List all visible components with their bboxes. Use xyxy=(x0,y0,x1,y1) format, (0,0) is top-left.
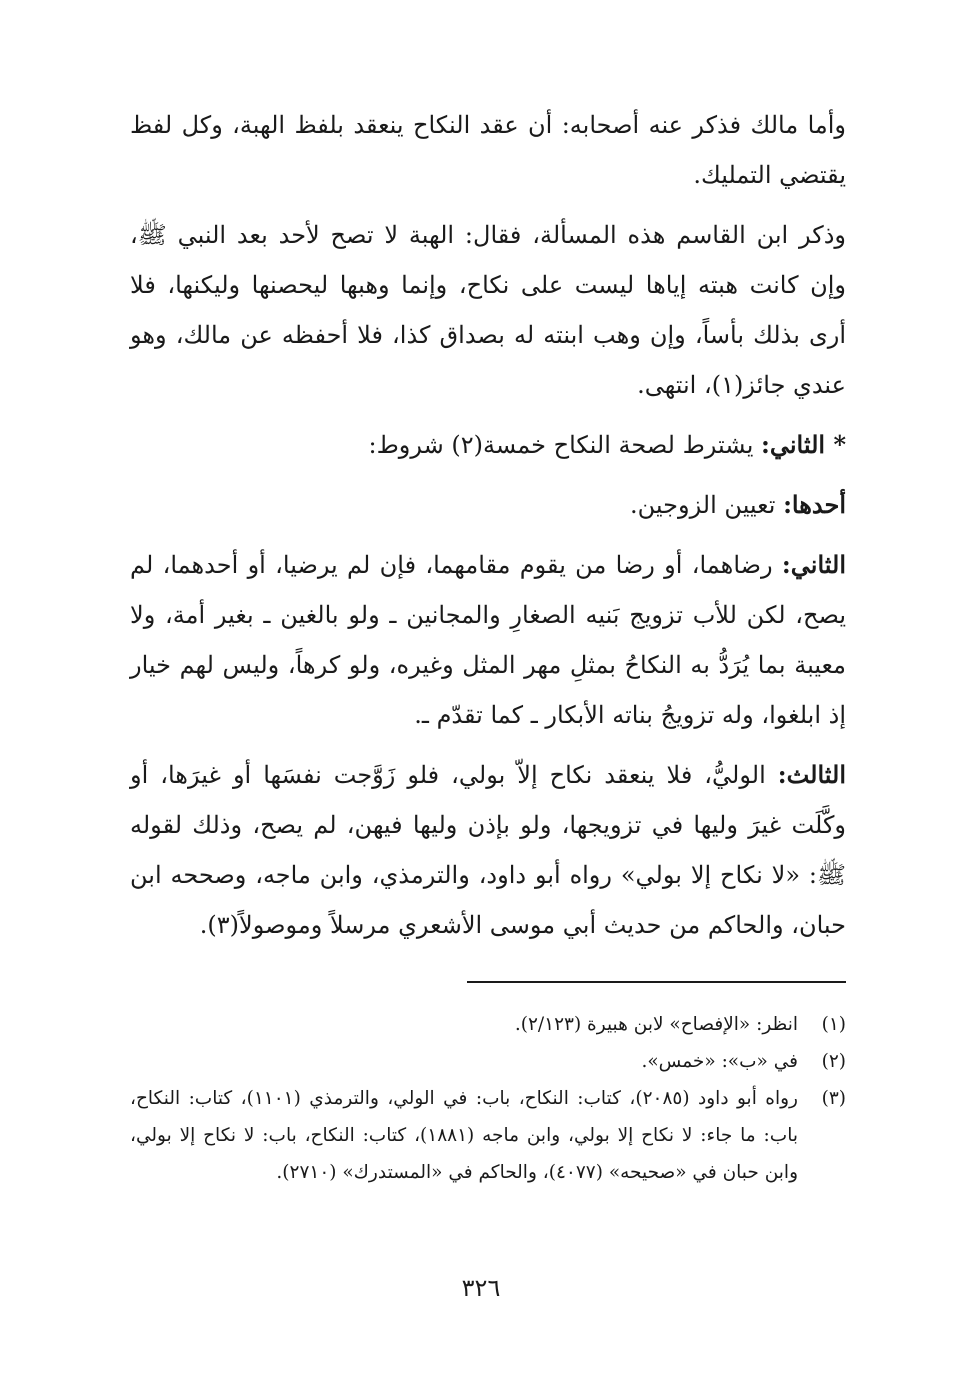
footnote-item xyxy=(130,1043,846,1080)
condition-three-text: الوليُّ، فلا ينعقد نكاح إلاّ بولي، فلو زَوَّجت نفسَها أو غيرَها، أو وكَّلَت غيرَ وليها في تزويجها، ولو بإذن وليها فيهن، لم يصح، وذلك لقوله ﷺ: «لا نكاح إلا بولي» رواه أبو داود، والترمذي، وابن ماجه، وصححه ابن حبان، والحاكم من حديث أبي موسى الأشعري مرسلاً وموصولاً(٣). xyxy=(130,761,846,939)
footnote-text: في «ب»: «خمس». xyxy=(641,1051,798,1072)
footnote-number: (١) xyxy=(821,1014,846,1035)
footnotes xyxy=(130,1006,846,1191)
paragraph-conditions-heading xyxy=(130,420,846,470)
footnote-number: (٢) xyxy=(821,1051,846,1072)
paragraph-ibn-qasim: وذكر ابن القاسم هذه المسألة، فقال: الهبة لا تصح لأحد بعد النبي ﷺ، وإن كانت هبته إياها ليست على نكاح، وإنما وهبها ليحصنها وليكنها، فلا أرى بذلك بأساً، وإن وهب ابنته له بصداق كذا، فلا أحفظه عن مالك، وهو عندي جائز(١)، انتهى. xyxy=(130,221,846,399)
footnote-item xyxy=(130,1006,846,1043)
footnote-text: انظر: «الإفصاح» لابن هبيرة (٢/١٢٣). xyxy=(514,1014,798,1035)
condition-three-lead: الثالث: xyxy=(777,760,846,789)
section-lead-second: * الثاني: xyxy=(761,430,846,459)
paragraph-condition-two xyxy=(130,540,846,740)
condition-one-lead: أحدها: xyxy=(783,490,846,519)
footnote-item xyxy=(130,1080,846,1191)
condition-one-text: تعيين الزوجين. xyxy=(630,491,784,519)
condition-two-text: رضاهما، أو رضا من يقوم مقامهما، فإن لم يرضيا، أو أحدهما، لم يصح، لكن للأب تزويج بَنيه الصغارِ والمجانين ـ ولو بالغين ـ بغير أمة، ولا معيبة بما يُرَدُّ به النكاحُ بمثلِ مهر المثل وغيره، ولو كرهاً، وليس لهم خيار إذ ابلغوا، وله تزويجُ بناته الأبكار ـ كما تقدّم ـ. xyxy=(130,551,847,729)
page-number: ٣٢٦ xyxy=(461,1274,501,1302)
paragraph-condition-three xyxy=(130,750,846,950)
footnote-text: رواه أبو داود (٢٠٨٥)، كتاب: النكاح، باب: في الولي، والترمذي (١١٠١)، كتاب: النكاح، باب: ما جاء: لا نكاح إلا بولي، وابن ماجه (١٨٨١)، كتاب: النكاح، باب: لا نكاح إلا بولي، وابن حبان في «صحيحه» (٤٠٧٧)، والحاكم في «المستدرك» (٢٧١٠). xyxy=(130,1088,798,1183)
main-text xyxy=(130,100,846,960)
section-text: يشترط لصحة النكاح خمسة(٢) شروط: xyxy=(368,431,762,459)
footnote-number: (٣) xyxy=(821,1088,846,1109)
paragraph-malik: وأما مالك فذكر عنه أصحابه: أن عقد النكاح ينعقد بلفظ الهبة، وكل لفظ يقتضي التمليك. xyxy=(130,111,846,189)
condition-two-lead: الثاني: xyxy=(781,550,846,579)
footnote-separator xyxy=(467,981,846,983)
paragraph-condition-one xyxy=(130,480,846,530)
